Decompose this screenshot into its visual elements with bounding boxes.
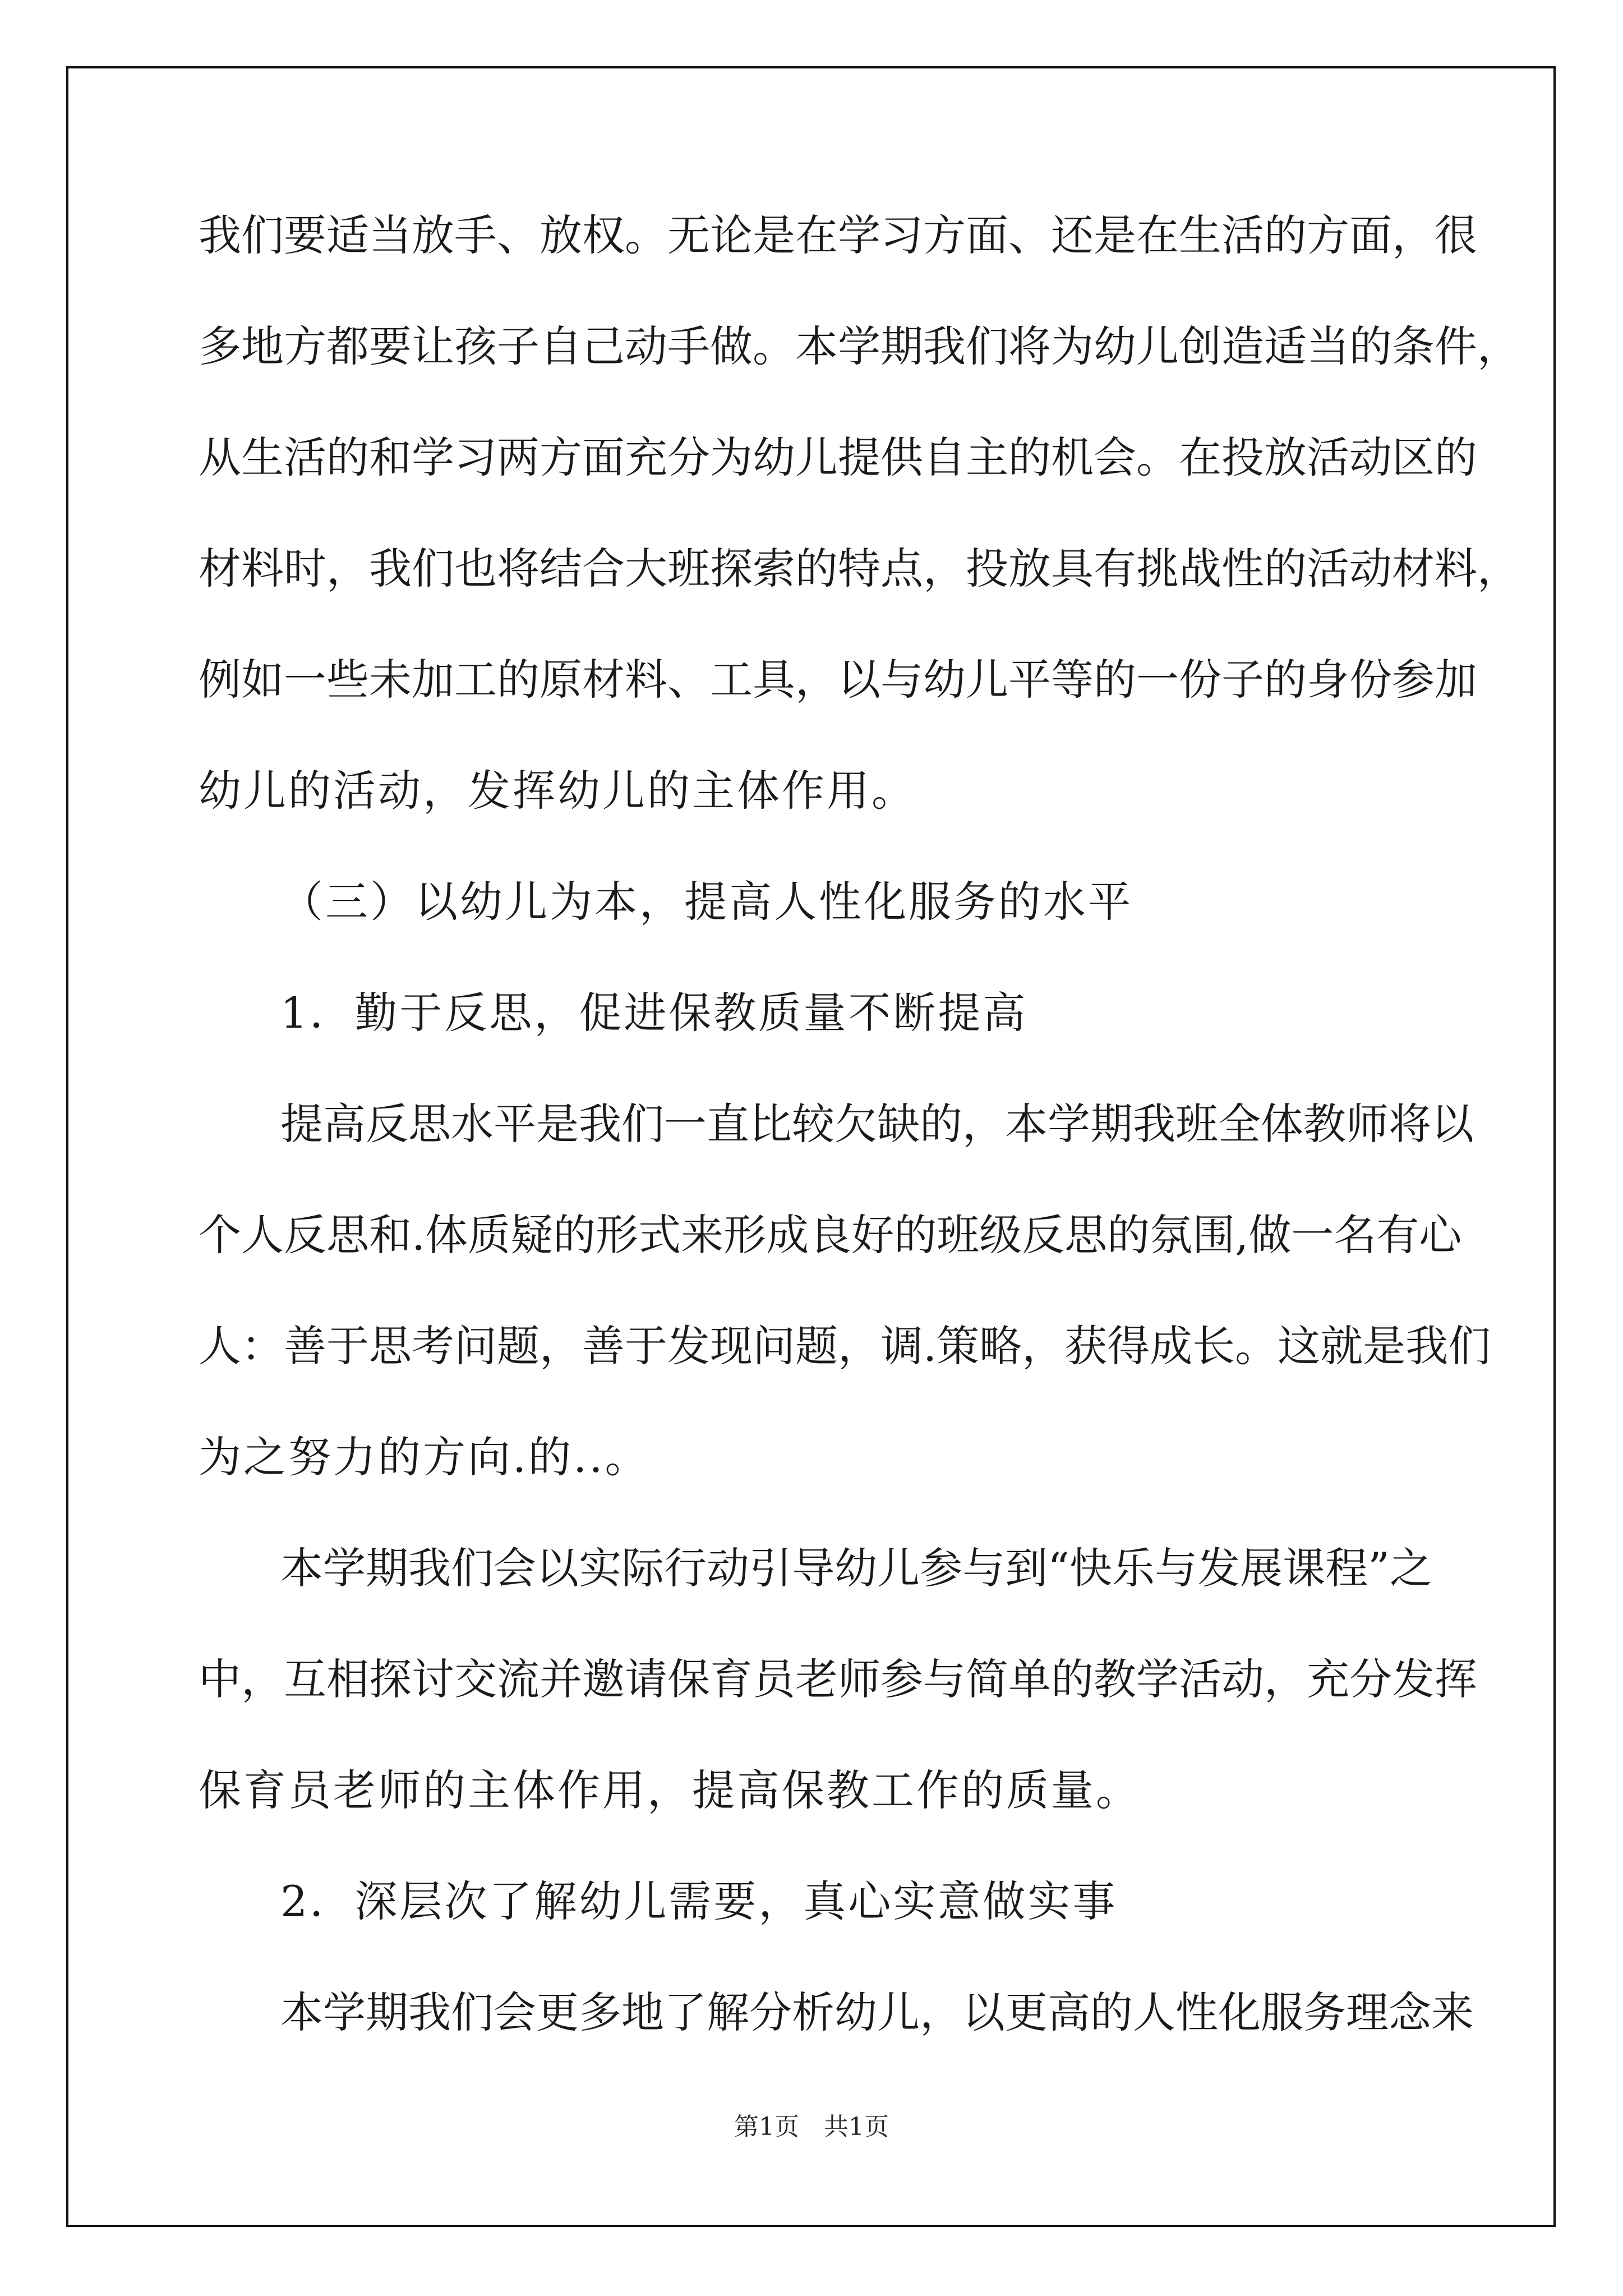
paragraph-line: 中，互相探讨交流并邀请保育员老师参与简单的教学活动，充分发挥 xyxy=(199,1654,1477,1704)
paragraph-line: 多地方都要让孩子自己动手做。本学期我们将为幼儿创造适当的条件， xyxy=(199,321,1520,371)
subsection-heading: 2．深层次了解幼儿需要，真心实意做实事 xyxy=(280,1876,1118,1926)
paragraph-line: 我们要适当放手、放权。无论是在学习方面、还是在生活的方面，很 xyxy=(199,210,1477,260)
paragraph-line: 幼儿的活动，发挥幼儿的主体作用。 xyxy=(199,766,916,816)
paragraph-line: 本学期我们会以实际行动引导幼儿参与到“快乐与发展课程”之 xyxy=(280,1543,1432,1593)
paragraph-line: 从生活的和学习两方面充分为幼儿提供自主的机会。在投放活动区的 xyxy=(199,432,1477,482)
paragraph-line: 例如一些未加工的原材料、工具，以与幼儿平等的一份子的身份参加 xyxy=(199,655,1477,705)
paragraph-line: 个人反思和.体质疑的形式来形成良好的班级反思的氛围,做一名有心 xyxy=(199,1210,1462,1260)
paragraph-line: 人：善于思考问题，善于发现问题，调.策略，获得成长。这就是我们 xyxy=(199,1321,1491,1371)
paragraph-line: 保育员老师的主体作用，提高保教工作的质量。 xyxy=(199,1765,1141,1815)
paragraph-line: 本学期我们会更多地了解分析幼儿，以更高的人性化服务理念来 xyxy=(280,1987,1474,2037)
section-heading: （三）以幼儿为本，提高人性化服务的水平 xyxy=(280,877,1133,927)
subsection-heading: 1．勤于反思，促进保教质量不断提高 xyxy=(280,988,1028,1038)
paragraph-line: 为之努力的方向.的..。 xyxy=(199,1432,650,1482)
paragraph-line: 提高反思水平是我们一直比较欠缺的，本学期我班全体教师将以 xyxy=(280,1099,1474,1149)
page-number: 第1页 共1页 xyxy=(734,2113,889,2141)
paragraph-line: 材料时，我们也将结合大班探索的特点，投放具有挑战性的活动材料， xyxy=(199,544,1520,593)
